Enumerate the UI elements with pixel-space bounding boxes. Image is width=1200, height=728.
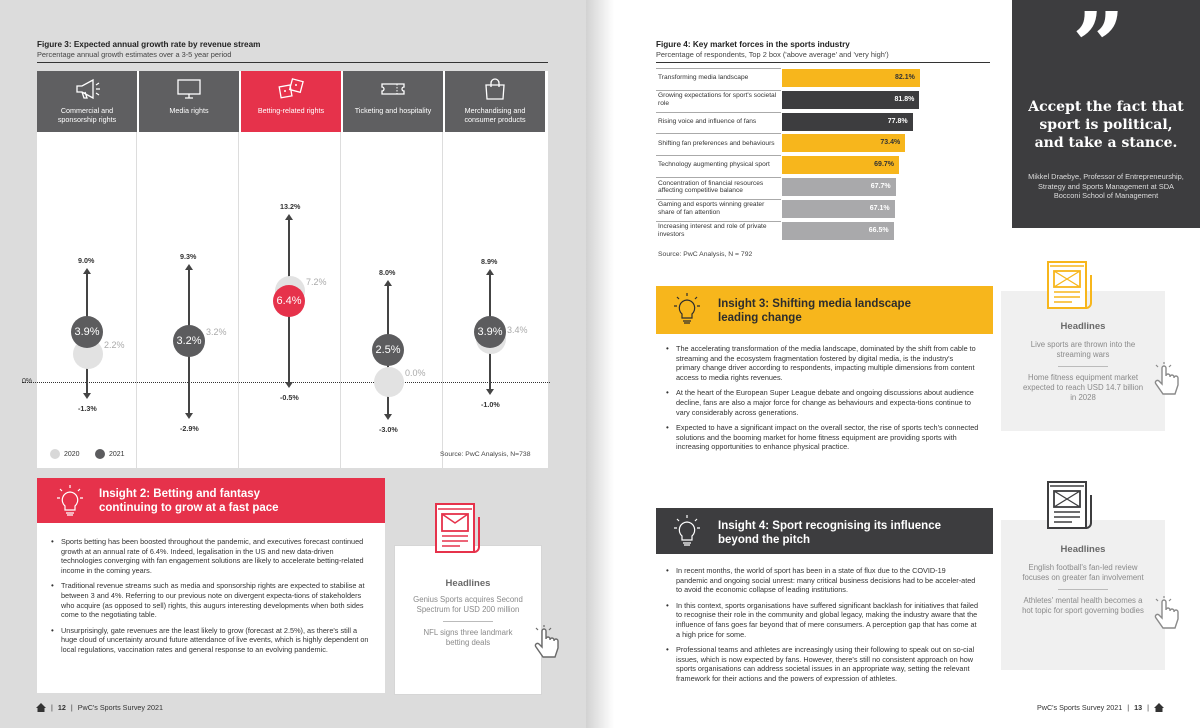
insight3-bullet: • At the heart of the European Super League debate and ongoing discussions about audience decline, fans are also a major force for change as behaviours and expecta-tions continue to vary considerably across generations.: [666, 388, 979, 417]
bar-value-label: 82.1%: [895, 74, 915, 81]
label-2020: 3.2%: [206, 327, 227, 338]
range-arrow-up: [486, 269, 494, 275]
page-number: 12: [57, 703, 66, 712]
legend-swatch: [50, 449, 60, 459]
bubble-2021: 2.5%: [372, 334, 404, 366]
bar-label: Growing expectations for sport's societal role: [656, 90, 781, 109]
max-label: 8.9%: [481, 256, 498, 266]
min-label: -2.9%: [180, 423, 199, 433]
footer-right: PwC's Sports Survey 2021 | 13 |: [1037, 703, 1164, 712]
bar-label: Transforming media landscape: [656, 68, 781, 87]
figure3-subtitle: Percentage annual growth estimates over a 3-5 year period: [37, 50, 232, 59]
insight2-title-line1: Insight 2: Betting and fantasy: [99, 488, 261, 500]
bar-row: [656, 133, 976, 152]
headline-item: English football's fan-led review focuses on greater fan involvement: [1022, 563, 1144, 582]
headline-separator: [1058, 366, 1108, 367]
figure3-rule: [37, 62, 548, 63]
lightbulb-icon: [674, 293, 700, 325]
insight2-title-line2: continuing to grow at a fast pace: [99, 502, 279, 514]
figure3-source: Source: PwC Analysis, N=738: [440, 451, 531, 458]
min-label: -1.0%: [481, 399, 500, 409]
bar-label: Shifting fan preferences and behaviours: [656, 133, 781, 152]
max-label: 9.3%: [180, 251, 197, 261]
insight3-header: [656, 286, 993, 334]
headlines-title: Headlines: [445, 578, 491, 589]
insight2-header: [37, 478, 385, 523]
column-label: Ticketing and hospitality: [354, 106, 432, 115]
newspaper-icon: [1040, 258, 1096, 316]
quote-icon: ”: [1072, 0, 1125, 100]
insight3-body: [656, 334, 993, 470]
range-arrow-down: [185, 413, 193, 419]
label-2020: 3.4%: [507, 324, 528, 335]
bar: [782, 113, 913, 131]
bar-row: [656, 177, 976, 196]
newspaper-icon: [1040, 478, 1096, 536]
figure3-chart: [37, 71, 548, 468]
quote-box: [1012, 0, 1200, 228]
footer-title: PwC's Sports Survey 2021: [77, 703, 164, 712]
insight3-title-line1: Insight 3: Shifting media landscape: [718, 298, 911, 310]
insight4-title-line2: beyond the pitch: [718, 534, 810, 546]
headline-item: Live sports are thrown into the streaming wars: [1030, 340, 1136, 359]
legend-swatch: [95, 449, 105, 459]
page-number: 13: [1134, 703, 1143, 712]
column-header-media: [139, 71, 239, 132]
column-header-merch: [445, 71, 545, 132]
column-header-betting: [241, 71, 341, 132]
headlines-card-left: [394, 545, 542, 695]
bubble-2020: [374, 367, 404, 397]
label-2020: 0.0%: [405, 368, 426, 378]
tv-icon: [175, 77, 203, 101]
lightbulb-icon: [674, 515, 700, 547]
insight3-bullet: • Expected to have a significant impact on the overall sector, the rise of sports tech's connected solutions and the booming market for home fitness equipment are providing sports with increasing opportunities to enhance physical practice.: [666, 423, 979, 452]
ticket-icon: [379, 77, 407, 101]
legend-label: 2021: [109, 450, 125, 458]
home-icon[interactable]: [36, 703, 46, 712]
legend-2020: [50, 449, 80, 459]
bar-label: Increasing interest and role of private investors: [656, 221, 781, 240]
range-arrow-up: [384, 280, 392, 286]
figure4-source: Source: PwC Analysis, N = 792: [658, 251, 753, 258]
bar-value-label: 73.4%: [880, 139, 901, 147]
insight4-bullet: • In recent months, the world of sport has been in a state of flux due to the COVID-19 pandemic and ongoing social unrest: many critical business decisions had to be acceler-ated to avoid the economic collapse of leading institutions.: [666, 566, 979, 595]
max-label: 9.0%: [78, 255, 95, 265]
headline-separator: [1058, 589, 1108, 590]
insight4-title-line1: Insight 4: Sport recognising its influence: [718, 520, 941, 532]
insight4-bullet: • In this context, sports organisations have suffered significant backlash for initiatives that failed to recognise their role in the community and global legacy, making the industry aware that the influence of fans goes far beyond that of mere consumers. A perception gap that has come at a high price for some.: [666, 601, 979, 639]
quote-attribution: Mikkel Draebye, Professor of Entrepreneurship, Strategy and Sports Management at SDA Bocconi School of Management: [1028, 172, 1184, 201]
bar: [782, 178, 896, 196]
min-label: -1.3%: [78, 403, 97, 413]
headlines-title: Headlines: [1060, 321, 1106, 332]
bar-value-label: 77.8%: [887, 117, 908, 125]
min-label: -0.5%: [280, 393, 299, 403]
hand-cursor-icon: [1152, 362, 1182, 398]
column-betting: [241, 71, 341, 468]
bar-label: Gaming and esports winning greater share of fan attention: [656, 199, 781, 218]
shopping-bag-icon: [481, 77, 509, 101]
bar-label: Rising voice and influence of fans: [656, 112, 781, 131]
dice-icon: [277, 77, 305, 101]
column-label: Betting-related rights: [257, 106, 325, 115]
bar-label: Concentration of financial resources affecting competitive balance: [656, 177, 781, 196]
bubble-2021: 6.4%: [273, 285, 305, 317]
bar-row: [656, 199, 976, 218]
bar-row: [656, 90, 976, 109]
headline-item: NFL signs three landmark betting deals: [423, 628, 513, 647]
range-arrow-up: [285, 214, 293, 220]
bar-row: [656, 155, 976, 174]
range-arrow-up: [83, 268, 91, 274]
newspaper-icon: [428, 500, 484, 562]
bubble-2021: 3.9%: [71, 316, 103, 348]
range-arrow-down: [83, 393, 91, 399]
insight3-title-line2: leading change: [718, 312, 802, 324]
insight4-body: [656, 554, 993, 696]
bar-label: Technology augmenting physical sport: [656, 155, 781, 174]
lightbulb-icon: [57, 485, 83, 517]
figure4-rule: [656, 62, 990, 63]
column-label: Media rights: [169, 106, 209, 115]
zero-label: 0%: [22, 378, 33, 385]
range-arrow-down: [384, 414, 392, 420]
label-2020: 7.2%: [306, 276, 327, 287]
headlines-title: Headlines: [1060, 544, 1106, 555]
footer-title: PwC's Sports Survey 2021: [1036, 703, 1123, 712]
bar-row: [656, 68, 976, 87]
insight2-body: [37, 523, 385, 693]
range-arrow-down: [486, 389, 494, 395]
range-arrow-down: [285, 382, 293, 388]
bar-value-label: 69.7%: [874, 161, 895, 169]
max-label: 8.0%: [379, 268, 396, 278]
bar: [782, 91, 919, 109]
column-header-commercial: [37, 71, 137, 132]
figure4-subtitle: Percentage of respondents, Top 2 box ('above average' and 'very high'): [656, 50, 889, 59]
insight4-header: [656, 508, 993, 554]
bar-value-label: 67.1%: [869, 204, 890, 212]
bar-value-label: 66.5%: [868, 226, 889, 234]
headline-item: Genius Sports acquires Second Spectrum for USD 200 million: [413, 595, 523, 614]
bar-row: [656, 221, 976, 240]
hand-cursor-icon: [1152, 596, 1182, 632]
legend-2021: [95, 449, 125, 459]
label-2020: 2.2%: [104, 340, 125, 351]
figure3-title: Figure 3: Expected annual growth rate by revenue stream: [37, 40, 261, 49]
bar: [782, 134, 905, 152]
bar-value-label: 67.7%: [870, 183, 891, 190]
insight2-bullet: • Sports betting has been boosted throughout the pandemic, and executives forecast continued growth at an annual rate of 6.4%. Indeed, legalisation in the US and new data-driven technologies converging with fan engagement solutions are likely to accelerate betting-related income in the coming years.: [51, 537, 371, 575]
insight2-bullet: • Unsurprisingly, gate revenues are the least likely to grow (forecast at 2.5%), as there's still a huge cloud of uncertainty around future attendance of live events, which is highly dependent on local regulations, vaccination rates and general response to an evolving pandemic.: [51, 626, 371, 655]
insight4-bullet: • Professional teams and athletes are increasingly using their following to speak out on so-cial issues, which is now expected by fans. However, there's still no consistent approach on how sports organisations can address societal issues in an appropriate way, setting the relevant framework for their actions and the powers of expression of athletes.: [666, 645, 979, 683]
bubble-2021: 3.2%: [173, 325, 205, 357]
legend-label: 2020: [64, 450, 80, 458]
column-label: Commercial and sponsorship rights: [57, 106, 117, 124]
bubble-2021: 3.9%: [474, 316, 506, 348]
footer-left: | 12 | PwC's Sports Survey 2021: [36, 703, 163, 712]
bar: [782, 69, 920, 87]
headline-separator: [443, 621, 493, 622]
max-label: 13.2%: [280, 202, 301, 212]
insight3-bullet: • The accelerating transformation of the media landscape, dominated by the shift from cable to streaming and the ecosystem fragmentation fostered by digital media, is the industry's primary change driver according to respondents, impacting multiple dimensions from content access to media rights revenues.: [666, 344, 979, 382]
headlines-card-right-2: [1001, 520, 1165, 670]
bar: [782, 200, 895, 218]
range-arrow-up: [185, 264, 193, 270]
headline-item: Athletes' mental health becomes a hot topic for sport governing bodies: [1022, 596, 1144, 615]
quote-text: Accept the fact that sport is political, and take a stance.: [1028, 99, 1184, 151]
bar-row: [656, 112, 976, 131]
page-gutter: [586, 0, 614, 728]
insight2-bullet: • Traditional revenue streams such as media and sponsorship rights are expected to stabilise at between 3 and 4%. Referring to our previous note on divergent expecta-tions of stakeholders who acquire (as opposed to sell) rights, this augurs interesting developments when both sides come to the negotiating table.: [51, 581, 371, 619]
column-label: Merchandising and consumer products: [464, 106, 526, 124]
figure4-title: Figure 4: Key market forces in the sports industry: [656, 40, 850, 49]
min-label: -3.0%: [379, 425, 398, 435]
headline-item: Home fitness equipment market expected to reach USD 14.7 billion in 2028: [1022, 373, 1144, 402]
home-icon[interactable]: [1154, 703, 1164, 712]
bar: [782, 156, 899, 174]
bar-value-label: 81.8%: [894, 95, 915, 103]
hand-cursor-icon: [532, 625, 562, 661]
bar: [782, 222, 894, 240]
column-header-ticketing: [343, 71, 443, 132]
megaphone-icon: [73, 77, 101, 101]
